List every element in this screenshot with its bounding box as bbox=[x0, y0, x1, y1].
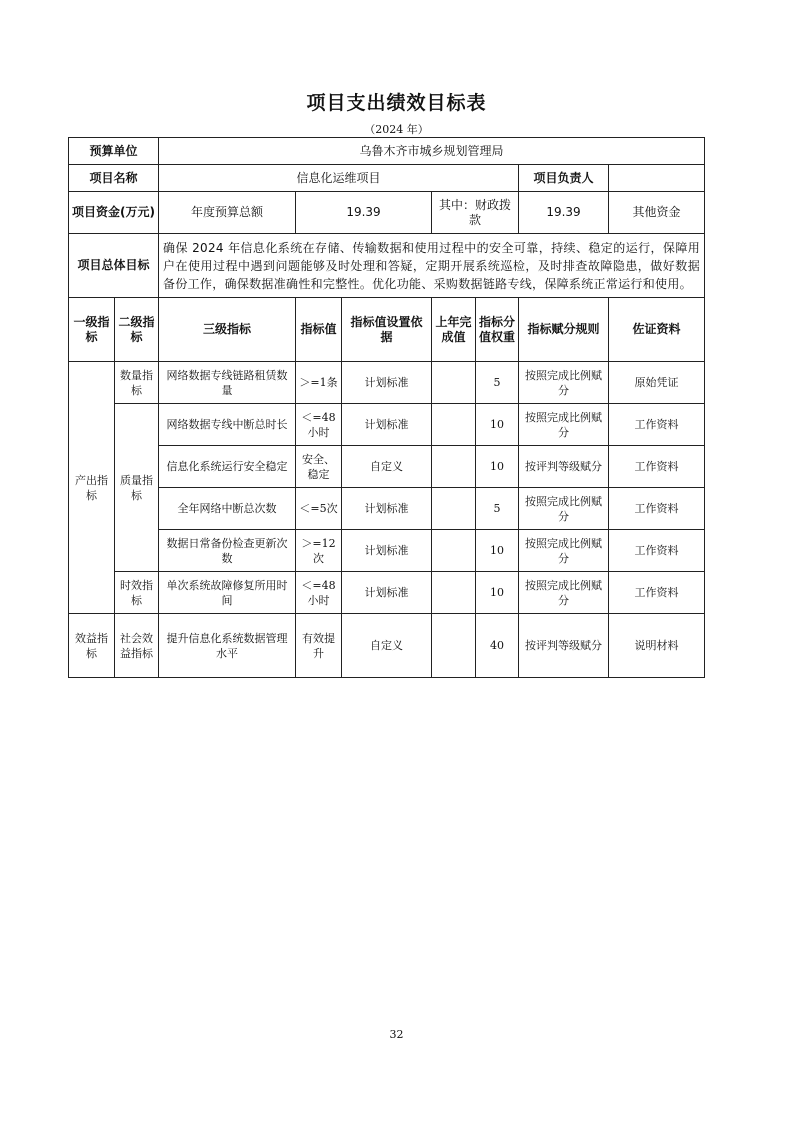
group-quantity: 数量指标 bbox=[115, 362, 159, 404]
header-basis: 指标值设置依据 bbox=[342, 298, 432, 362]
other-funds-label: 其他资金 bbox=[609, 192, 705, 234]
group-social: 社会效益指标 bbox=[115, 614, 159, 678]
table-row bbox=[69, 614, 705, 678]
header-weight: 指标分值权重 bbox=[476, 298, 519, 362]
budget-unit-label: 预算单位 bbox=[69, 138, 159, 165]
header-level3: 三级指标 bbox=[159, 298, 296, 362]
indicator-basis: 计划标准 bbox=[342, 530, 432, 572]
indicator-last-year bbox=[432, 530, 476, 572]
indicator-last-year bbox=[432, 572, 476, 614]
group-timeliness: 时效指标 bbox=[115, 572, 159, 614]
indicator-basis: 计划标准 bbox=[342, 572, 432, 614]
indicator-last-year bbox=[432, 488, 476, 530]
indicator-value: ＞=12次 bbox=[296, 530, 342, 572]
year-label: （2024 年） bbox=[364, 123, 429, 136]
indicator-name: 网络数据专线中断总时长 bbox=[159, 404, 296, 446]
indicator-value: 有效提升 bbox=[296, 614, 342, 678]
indicator-weight: 10 bbox=[476, 572, 519, 614]
indicator-evidence: 原始凭证 bbox=[609, 362, 705, 404]
table-row bbox=[69, 530, 705, 572]
goal-label: 项目总体目标 bbox=[69, 234, 159, 298]
indicator-name: 提升信息化系统数据管理水平 bbox=[159, 614, 296, 678]
budget-unit-value: 乌鲁木齐市城乡规划管理局 bbox=[159, 138, 705, 165]
indicator-value: ＜=48小时 bbox=[296, 404, 342, 446]
group-output: 产出指标 bbox=[69, 362, 115, 614]
indicator-weight: 10 bbox=[476, 530, 519, 572]
indicator-last-year bbox=[432, 362, 476, 404]
indicator-rule: 按评判等级赋分 bbox=[519, 446, 609, 488]
header-rule: 指标赋分规则 bbox=[519, 298, 609, 362]
indicator-basis: 计划标准 bbox=[342, 404, 432, 446]
header-level2: 二级指标 bbox=[115, 298, 159, 362]
indicator-evidence: 工作资料 bbox=[609, 572, 705, 614]
indicator-last-year bbox=[432, 446, 476, 488]
indicator-weight: 5 bbox=[476, 362, 519, 404]
indicator-weight: 10 bbox=[476, 404, 519, 446]
indicator-last-year bbox=[432, 614, 476, 678]
indicator-rule: 按照完成比例赋分 bbox=[519, 530, 609, 572]
performance-table bbox=[68, 137, 705, 678]
header-last-year: 上年完成值 bbox=[432, 298, 476, 362]
indicator-basis: 计划标准 bbox=[342, 362, 432, 404]
page-title: 项目支出绩效目标表 bbox=[306, 92, 487, 114]
indicator-value: 安全、稳定 bbox=[296, 446, 342, 488]
project-leader-value bbox=[609, 165, 705, 192]
indicator-basis: 自定义 bbox=[342, 614, 432, 678]
header-level1: 一级指标 bbox=[69, 298, 115, 362]
project-name-label: 项目名称 bbox=[69, 165, 159, 192]
indicator-weight: 10 bbox=[476, 446, 519, 488]
project-name-value: 信息化运维项目 bbox=[159, 165, 519, 192]
indicator-name: 全年网络中断总次数 bbox=[159, 488, 296, 530]
group-benefit: 效益指标 bbox=[69, 614, 115, 678]
indicator-evidence: 工作资料 bbox=[609, 488, 705, 530]
table-row bbox=[69, 404, 705, 446]
indicator-weight: 40 bbox=[476, 614, 519, 678]
annual-total-label: 年度预算总额 bbox=[159, 192, 296, 234]
indicator-name: 数据日常备份检查更新次数 bbox=[159, 530, 296, 572]
table-row bbox=[69, 488, 705, 530]
table-row bbox=[69, 572, 705, 614]
indicator-value: ＜=5次 bbox=[296, 488, 342, 530]
indicator-basis: 自定义 bbox=[342, 446, 432, 488]
indicator-evidence: 工作资料 bbox=[609, 404, 705, 446]
indicator-rule: 按照完成比例赋分 bbox=[519, 404, 609, 446]
indicator-evidence: 工作资料 bbox=[609, 530, 705, 572]
indicator-name: 单次系统故障修复所用时间 bbox=[159, 572, 296, 614]
annual-total-value: 19.39 bbox=[296, 192, 432, 234]
indicator-name: 网络数据专线链路租赁数量 bbox=[159, 362, 296, 404]
project-leader-label: 项目负责人 bbox=[519, 165, 609, 192]
indicator-evidence: 说明材料 bbox=[609, 614, 705, 678]
fiscal-value: 19.39 bbox=[519, 192, 609, 234]
indicator-last-year bbox=[432, 404, 476, 446]
indicator-rule: 按照完成比例赋分 bbox=[519, 362, 609, 404]
indicator-basis: 计划标准 bbox=[342, 488, 432, 530]
table-row bbox=[69, 362, 705, 404]
page-number: 32 bbox=[389, 1028, 404, 1041]
indicator-value: ＜=48小时 bbox=[296, 572, 342, 614]
header-evidence: 佐证资料 bbox=[609, 298, 705, 362]
indicator-value: ＞=1条 bbox=[296, 362, 342, 404]
funds-label: 项目资金(万元) bbox=[69, 192, 159, 234]
table-row bbox=[69, 446, 705, 488]
indicator-rule: 按评判等级赋分 bbox=[519, 614, 609, 678]
header-value: 指标值 bbox=[296, 298, 342, 362]
indicator-rule: 按照完成比例赋分 bbox=[519, 488, 609, 530]
group-quality: 质量指标 bbox=[115, 404, 159, 572]
indicator-weight: 5 bbox=[476, 488, 519, 530]
goal-text: 确保 2024 年信息化系统在存储、传输数据和使用过程中的安全可靠，持续、稳定的运行，保障用户在使用过程中遇到问题能够及时处理和答疑，定期开展系统巡检，及时排查故障隐患，做好数据备份工作，确保数据准确性和完整性。优化功能、采购数据链路专线，保障系统正常运行和使用。 bbox=[159, 234, 705, 298]
fiscal-label: 其中：财政拨款 bbox=[432, 192, 519, 234]
indicator-rule: 按照完成比例赋分 bbox=[519, 572, 609, 614]
indicator-evidence: 工作资料 bbox=[609, 446, 705, 488]
indicator-name: 信息化系统运行安全稳定 bbox=[159, 446, 296, 488]
